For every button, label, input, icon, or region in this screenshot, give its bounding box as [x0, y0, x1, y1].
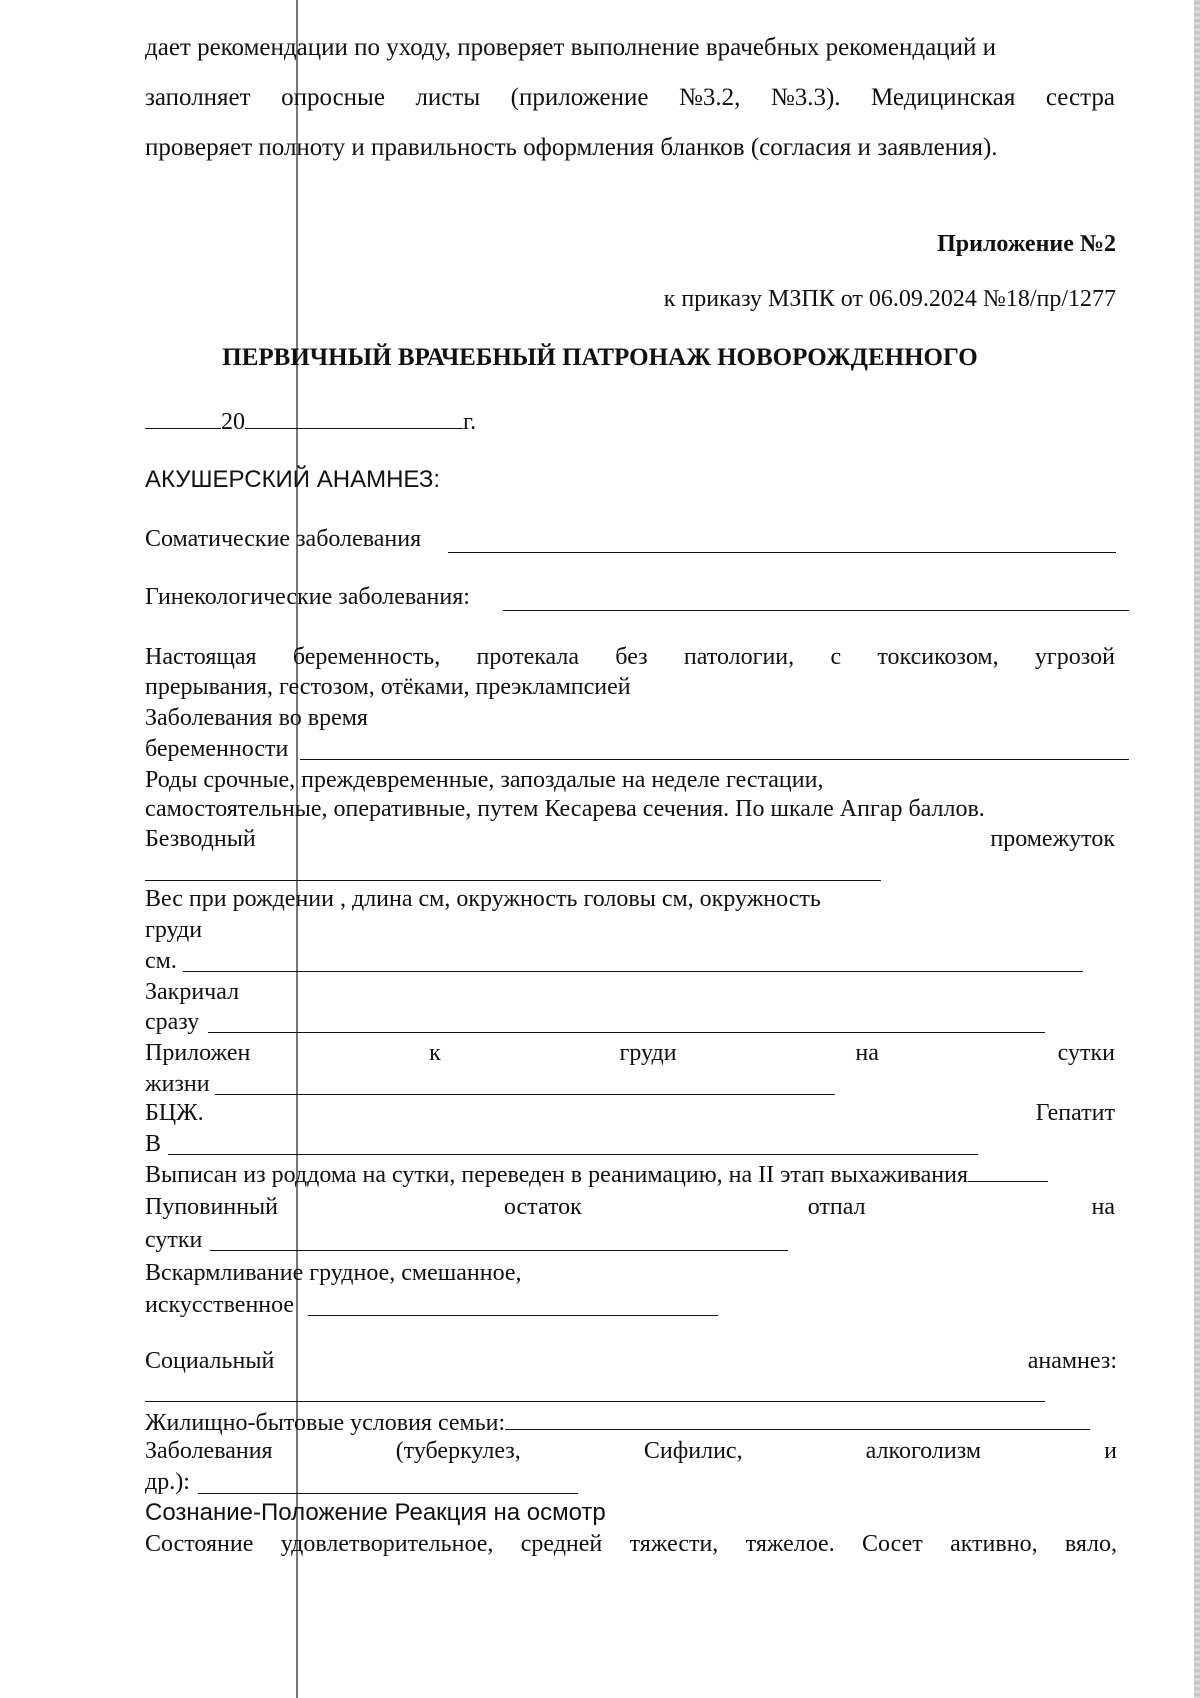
appendix-title: Приложение №2	[937, 231, 1116, 257]
condition-line: Состояние удовлетворительное, средней тяжести, тяжелое. Сосет активно, вяло,	[145, 1531, 1117, 1557]
feeding-line-2: искусственное	[145, 1292, 295, 1318]
diseases-pregnancy-line-1: Заболевания во время	[145, 705, 368, 731]
birth-line-2: самостоятельные, оперативные, путем Кесарева сечения. По шкале Апгар баллов.	[145, 796, 985, 822]
somatic-blank[interactable]	[448, 552, 1116, 553]
date-line: 20 г.	[145, 406, 476, 436]
cord-line-2: сутки	[145, 1227, 203, 1253]
order-reference: к приказу МЗПК от 06.09.2024 №18/пр/1277	[663, 286, 1116, 312]
social-line: Социальный анамнез:	[145, 1348, 1117, 1374]
scan-edge	[1194, 0, 1200, 1698]
somatic-label: Соматические заболевания	[145, 526, 422, 552]
diseases-pregnancy-line-2: беременности	[145, 736, 289, 762]
feeding-line-1: Вскармливание грудное, смешанное,	[145, 1260, 522, 1286]
cried-line-1: Закричал	[145, 979, 240, 1005]
family-diseases-line-2: др.):	[145, 1469, 190, 1495]
applied-blank[interactable]	[215, 1094, 835, 1095]
social-blank[interactable]	[145, 1401, 1045, 1402]
pregnancy-line-2: прерывания, гестозом, отёками, преэклампсией	[145, 674, 631, 700]
family-diseases-blank[interactable]	[198, 1493, 578, 1494]
weight-line-2: груди	[145, 917, 203, 943]
consciousness-line: Сознание-Положение Реакция на осмотр	[145, 1499, 606, 1526]
feeding-blank[interactable]	[308, 1315, 718, 1316]
family-diseases-line-1: Заболевания (туберкулез, Сифилис, алкоголизм и	[145, 1438, 1117, 1464]
birth-line-1: Роды срочные, преждевременные, запоздалые на неделе гестации,	[145, 767, 824, 793]
intro-line-2: заполняет опросные листы (приложение №3.2, №3.3). Медицинская сестра	[145, 84, 1115, 111]
bcg-line-2: В	[145, 1131, 162, 1157]
gynecologic-blank[interactable]	[503, 610, 1129, 611]
discharged-blank[interactable]	[968, 1159, 1048, 1182]
weight-blank[interactable]	[183, 971, 1083, 972]
section-heading: АКУШЕРСКИЙ АНАМНЕЗ:	[145, 466, 441, 493]
cord-line-1: Пуповинный остаток отпал на	[145, 1194, 1115, 1220]
diseases-pregnancy-blank[interactable]	[300, 759, 1129, 760]
applied-line-2: жизни	[145, 1071, 210, 1097]
bcg-blank[interactable]	[168, 1154, 978, 1155]
form-title: ПЕРВИЧНЫЙ ВРАЧЕБНЫЙ ПАТРОНАЖ НОВОРОЖДЕННОГО	[222, 344, 978, 371]
housing-blank[interactable]	[505, 1407, 1090, 1430]
weight-line-3: см.	[145, 948, 177, 974]
anhydrous-line: Безводный промежуток	[145, 826, 1115, 852]
discharged-line: Выписан из роддома на сутки, переведен в реанимацию, на II этап выхаживания	[145, 1159, 1048, 1189]
intro-line-3: проверяет полноту и правильность оформления бланков (согласия и заявления).	[145, 134, 998, 161]
date-day-blank[interactable]	[145, 406, 221, 429]
cried-line-2: сразу	[145, 1009, 200, 1035]
gynecologic-label: Гинекологические заболевания:	[145, 584, 470, 610]
weight-line-1: Вес при рождении , длина см, окружность головы см, окружность	[145, 886, 821, 912]
cord-blank[interactable]	[210, 1250, 788, 1251]
pregnancy-line-1: Настоящая беременность, протекала без патологии, с токсикозом, угрозой	[145, 644, 1115, 670]
housing-line: Жилищно-бытовые условия семьи:	[145, 1407, 1090, 1437]
intro-line-1: дает рекомендации по уходу, проверяет выполнение врачебных рекомендаций и	[145, 34, 996, 61]
anhydrous-blank[interactable]	[145, 880, 881, 881]
cried-blank[interactable]	[208, 1032, 1045, 1033]
date-month-blank[interactable]	[245, 406, 463, 429]
bcg-line-1: БЦЖ. Гепатит	[145, 1100, 1115, 1126]
applied-line-1: Приложен к груди на сутки	[145, 1040, 1115, 1066]
